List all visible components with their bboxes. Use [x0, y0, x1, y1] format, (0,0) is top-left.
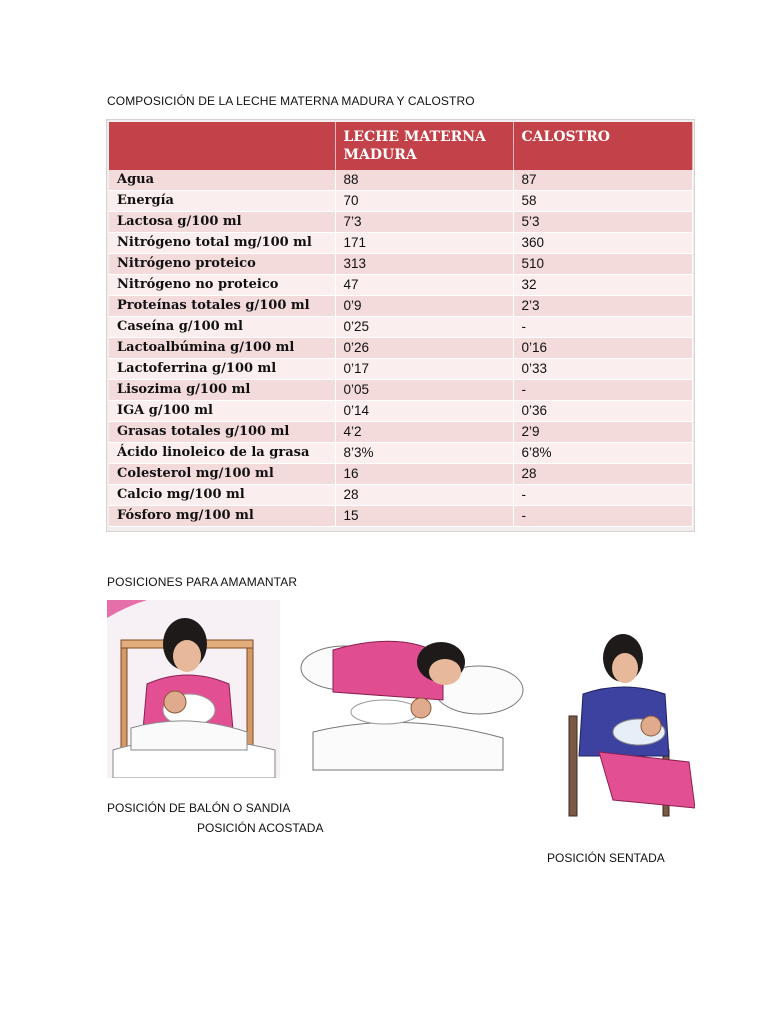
cell-colostrum: -	[513, 485, 692, 506]
cell-parameter: Fósforo mg/100 ml	[109, 506, 335, 527]
cell-colostrum: 0’36	[513, 401, 692, 422]
cell-mature-milk: 8’3%	[335, 443, 513, 464]
cell-parameter: Calcio mg/100 ml	[109, 485, 335, 506]
table-row	[109, 338, 692, 359]
cell-parameter: Proteínas totales g/100 ml	[109, 296, 335, 317]
cell-mature-milk: 0’9	[335, 296, 513, 317]
table-row	[109, 401, 692, 422]
table-row	[109, 170, 692, 191]
header-parameter	[109, 122, 335, 170]
cell-mature-milk: 0’17	[335, 359, 513, 380]
table-row	[109, 212, 692, 233]
cell-colostrum: -	[513, 380, 692, 401]
cell-colostrum: -	[513, 317, 692, 338]
cell-mature-milk: 70	[335, 191, 513, 212]
cell-mature-milk: 7’3	[335, 212, 513, 233]
cell-parameter: Lisozima g/100 ml	[109, 380, 335, 401]
table-row	[109, 317, 692, 338]
seated-position-illustration	[553, 630, 695, 820]
caption-sentada: POSICIÓN SENTADA	[547, 851, 665, 865]
cell-colostrum: 5’3	[513, 212, 692, 233]
cell-parameter: Lactoalbúmina g/100 ml	[109, 338, 335, 359]
table-row	[109, 296, 692, 317]
cell-colostrum: 2’3	[513, 296, 692, 317]
composition-table-container	[107, 120, 694, 531]
cell-mature-milk: 88	[335, 170, 513, 191]
cell-parameter: Lactosa g/100 ml	[109, 212, 335, 233]
cell-colostrum: 2’9	[513, 422, 692, 443]
table-row	[109, 380, 692, 401]
cell-parameter: Grasas totales g/100 ml	[109, 422, 335, 443]
cell-parameter: Energía	[109, 191, 335, 212]
table-row	[109, 233, 692, 254]
cell-parameter: IGA g/100 ml	[109, 401, 335, 422]
lying-position-illustration	[293, 620, 528, 777]
cell-parameter: Nitrógeno no proteico	[109, 275, 335, 296]
cell-parameter: Agua	[109, 170, 335, 191]
table-row	[109, 485, 692, 506]
cell-colostrum: 28	[513, 464, 692, 485]
header-mature-milk: LECHE MATERNA MADURA	[335, 122, 513, 170]
header-colostrum: CALOSTRO	[513, 122, 692, 170]
table-row	[109, 443, 692, 464]
cell-colostrum: 360	[513, 233, 692, 254]
cell-mature-milk: 16	[335, 464, 513, 485]
cell-parameter: Caseína g/100 ml	[109, 317, 335, 338]
cell-mature-milk: 171	[335, 233, 513, 254]
cell-mature-milk: 4’2	[335, 422, 513, 443]
table-title: COMPOSICIÓN DE LA LECHE MATERNA MADURA Y CALOSTRO	[107, 94, 475, 108]
cell-mature-milk: 0’25	[335, 317, 513, 338]
composition-table	[109, 122, 693, 527]
caption-acostada: POSICIÓN ACOSTADA	[197, 821, 324, 835]
cell-mature-milk: 0’05	[335, 380, 513, 401]
cell-colostrum: 0’16	[513, 338, 692, 359]
table-row	[109, 506, 692, 527]
cell-mature-milk: 313	[335, 254, 513, 275]
table-row	[109, 464, 692, 485]
cell-mature-milk: 47	[335, 275, 513, 296]
cell-parameter: Colesterol mg/100 ml	[109, 464, 335, 485]
table-header-row	[109, 122, 692, 170]
cell-colostrum: 58	[513, 191, 692, 212]
table-body	[109, 170, 692, 527]
table-row	[109, 254, 692, 275]
cell-parameter: Nitrógeno proteico	[109, 254, 335, 275]
table-row	[109, 191, 692, 212]
cell-mature-milk: 0’14	[335, 401, 513, 422]
cell-colostrum: 0’33	[513, 359, 692, 380]
cell-mature-milk: 0’26	[335, 338, 513, 359]
cell-colostrum: 510	[513, 254, 692, 275]
cell-mature-milk: 15	[335, 506, 513, 527]
cell-colostrum: -	[513, 506, 692, 527]
cell-mature-milk: 28	[335, 485, 513, 506]
cell-colostrum: 87	[513, 170, 692, 191]
cell-parameter: Nitrógeno total mg/100 ml	[109, 233, 335, 254]
cell-parameter: Lactoferrina g/100 ml	[109, 359, 335, 380]
balon-position-illustration	[107, 600, 280, 778]
cell-parameter: Ácido linoleico de la grasa	[109, 443, 335, 464]
caption-balon: POSICIÓN DE BALÓN O SANDIA	[107, 801, 291, 815]
positions-title: POSICIONES PARA AMAMANTAR	[107, 575, 298, 589]
table-row	[109, 359, 692, 380]
cell-colostrum: 6’8%	[513, 443, 692, 464]
table-row	[109, 422, 692, 443]
cell-colostrum: 32	[513, 275, 692, 296]
table-row	[109, 275, 692, 296]
